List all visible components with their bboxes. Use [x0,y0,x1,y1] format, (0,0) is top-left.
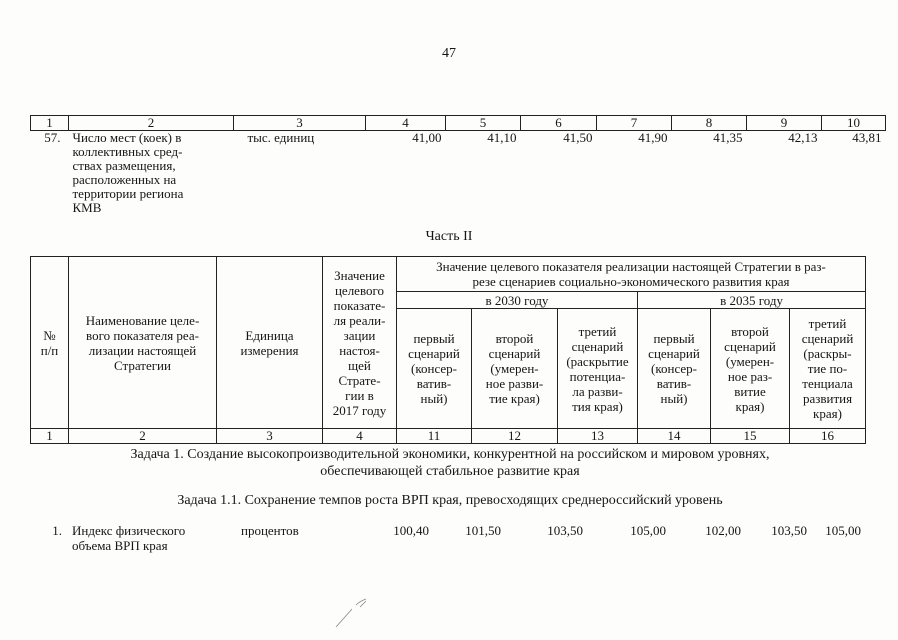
col-index: 14 [638,429,711,444]
col-index: 11 [397,429,472,444]
value-cell: 42,13 [788,130,818,145]
col-index: 16 [790,429,866,444]
row-number: 57. [44,130,61,145]
value-cell: 102,00 [705,523,741,538]
indicator-name: Число мест (коек) в коллективных сред- ствах размещения, расположенных на территории региона КМВ [72,130,184,215]
col-index: 9 [747,116,822,131]
header-scenario-1-2030: первый сценарий (консер- ватив- ный) [397,309,472,429]
unit: процентов [241,523,299,538]
col-index: 8 [672,116,747,131]
header-scenario-3-2035: третий сценарий (раскры- тие по- тенциала развития края) [790,309,866,429]
column-index-row [31,116,886,131]
row-number: 1. [52,523,62,538]
value-cell: 41,00 [412,130,442,145]
value-cell: 41,50 [563,130,593,145]
column-index-row [31,429,866,444]
header-indicator-name: Наименование целе- вого показателя реа- лизации настоящей Стратегии [69,257,217,429]
page-number: 47 [442,46,456,61]
col-index: 1 [31,429,69,444]
header-row-number: № п/п [31,257,69,429]
col-index: 13 [558,429,638,444]
col-index: 4 [366,116,446,131]
continuation-table [30,115,886,215]
header-scenario-2-2030: второй сценарий (умерен- ное разви- тие края) [472,309,558,429]
col-index: 2 [69,116,234,131]
value-cell: 103,50 [771,523,807,538]
unit: тыс. единиц [247,130,315,145]
table-row [31,131,886,216]
header-year-2035: в 2035 году [638,292,866,309]
col-index: 2 [69,429,217,444]
header-scenarios-group: Значение целевого показателя реализации настоящей Стратегии в раз- резе сценариев социально-экономического развития края [397,257,866,292]
header-scenario-1-2035: первый сценарий (консер- ватив- ный) [638,309,711,429]
col-index: 3 [217,429,323,444]
indicators-header-table [30,256,866,444]
value-cell: 101,50 [465,523,501,538]
task-1-1-heading: Задача 1.1. Сохранение темпов роста ВРП края, превосходящих среднероссийский уровень [177,493,723,508]
value-cell: 41,90 [638,130,668,145]
col-index: 12 [472,429,558,444]
header-scenario-2-2035: второй сценарий (умерен- ное раз- витие края) [711,309,790,429]
col-index: 4 [323,429,397,444]
value-cell: 105,00 [630,523,666,538]
col-index: 3 [234,116,366,131]
part-title: Часть II [425,229,473,244]
value-cell: 105,00 [825,523,861,538]
indicator-name: Индекс физического объема ВРП края [72,523,186,553]
value-cell: 43,81 [852,130,882,145]
indicator-row-table [30,523,865,553]
value-cell: 103,50 [547,523,583,538]
col-index: 6 [521,116,597,131]
col-index: 5 [446,116,521,131]
value-cell: 41,35 [713,130,743,145]
col-index: 7 [597,116,672,131]
table-row [30,523,865,553]
value-cell: 41,10 [487,130,517,145]
col-index: 15 [711,429,790,444]
header-year-2030: в 2030 году [397,292,638,309]
value-cell: 100,40 [393,523,429,538]
header-unit: Единица измерения [217,257,323,429]
task-1-heading: Задача 1. Создание высокопроизводительной экономики, конкурентной на российском и мировом уровнях, обеспечивающей стабильное развитие края [130,447,770,479]
col-index: 1 [31,116,69,131]
header-value-2017: Значение целевого показате- ля реали- зации настоя- щей Страте- гии в 2017 году [323,257,397,429]
pen-mark-scribble [330,595,380,635]
header-scenario-3-2030: третий сценарий (раскрытие потенциа- ла разви- тия края) [558,309,638,429]
col-index: 10 [822,116,886,131]
